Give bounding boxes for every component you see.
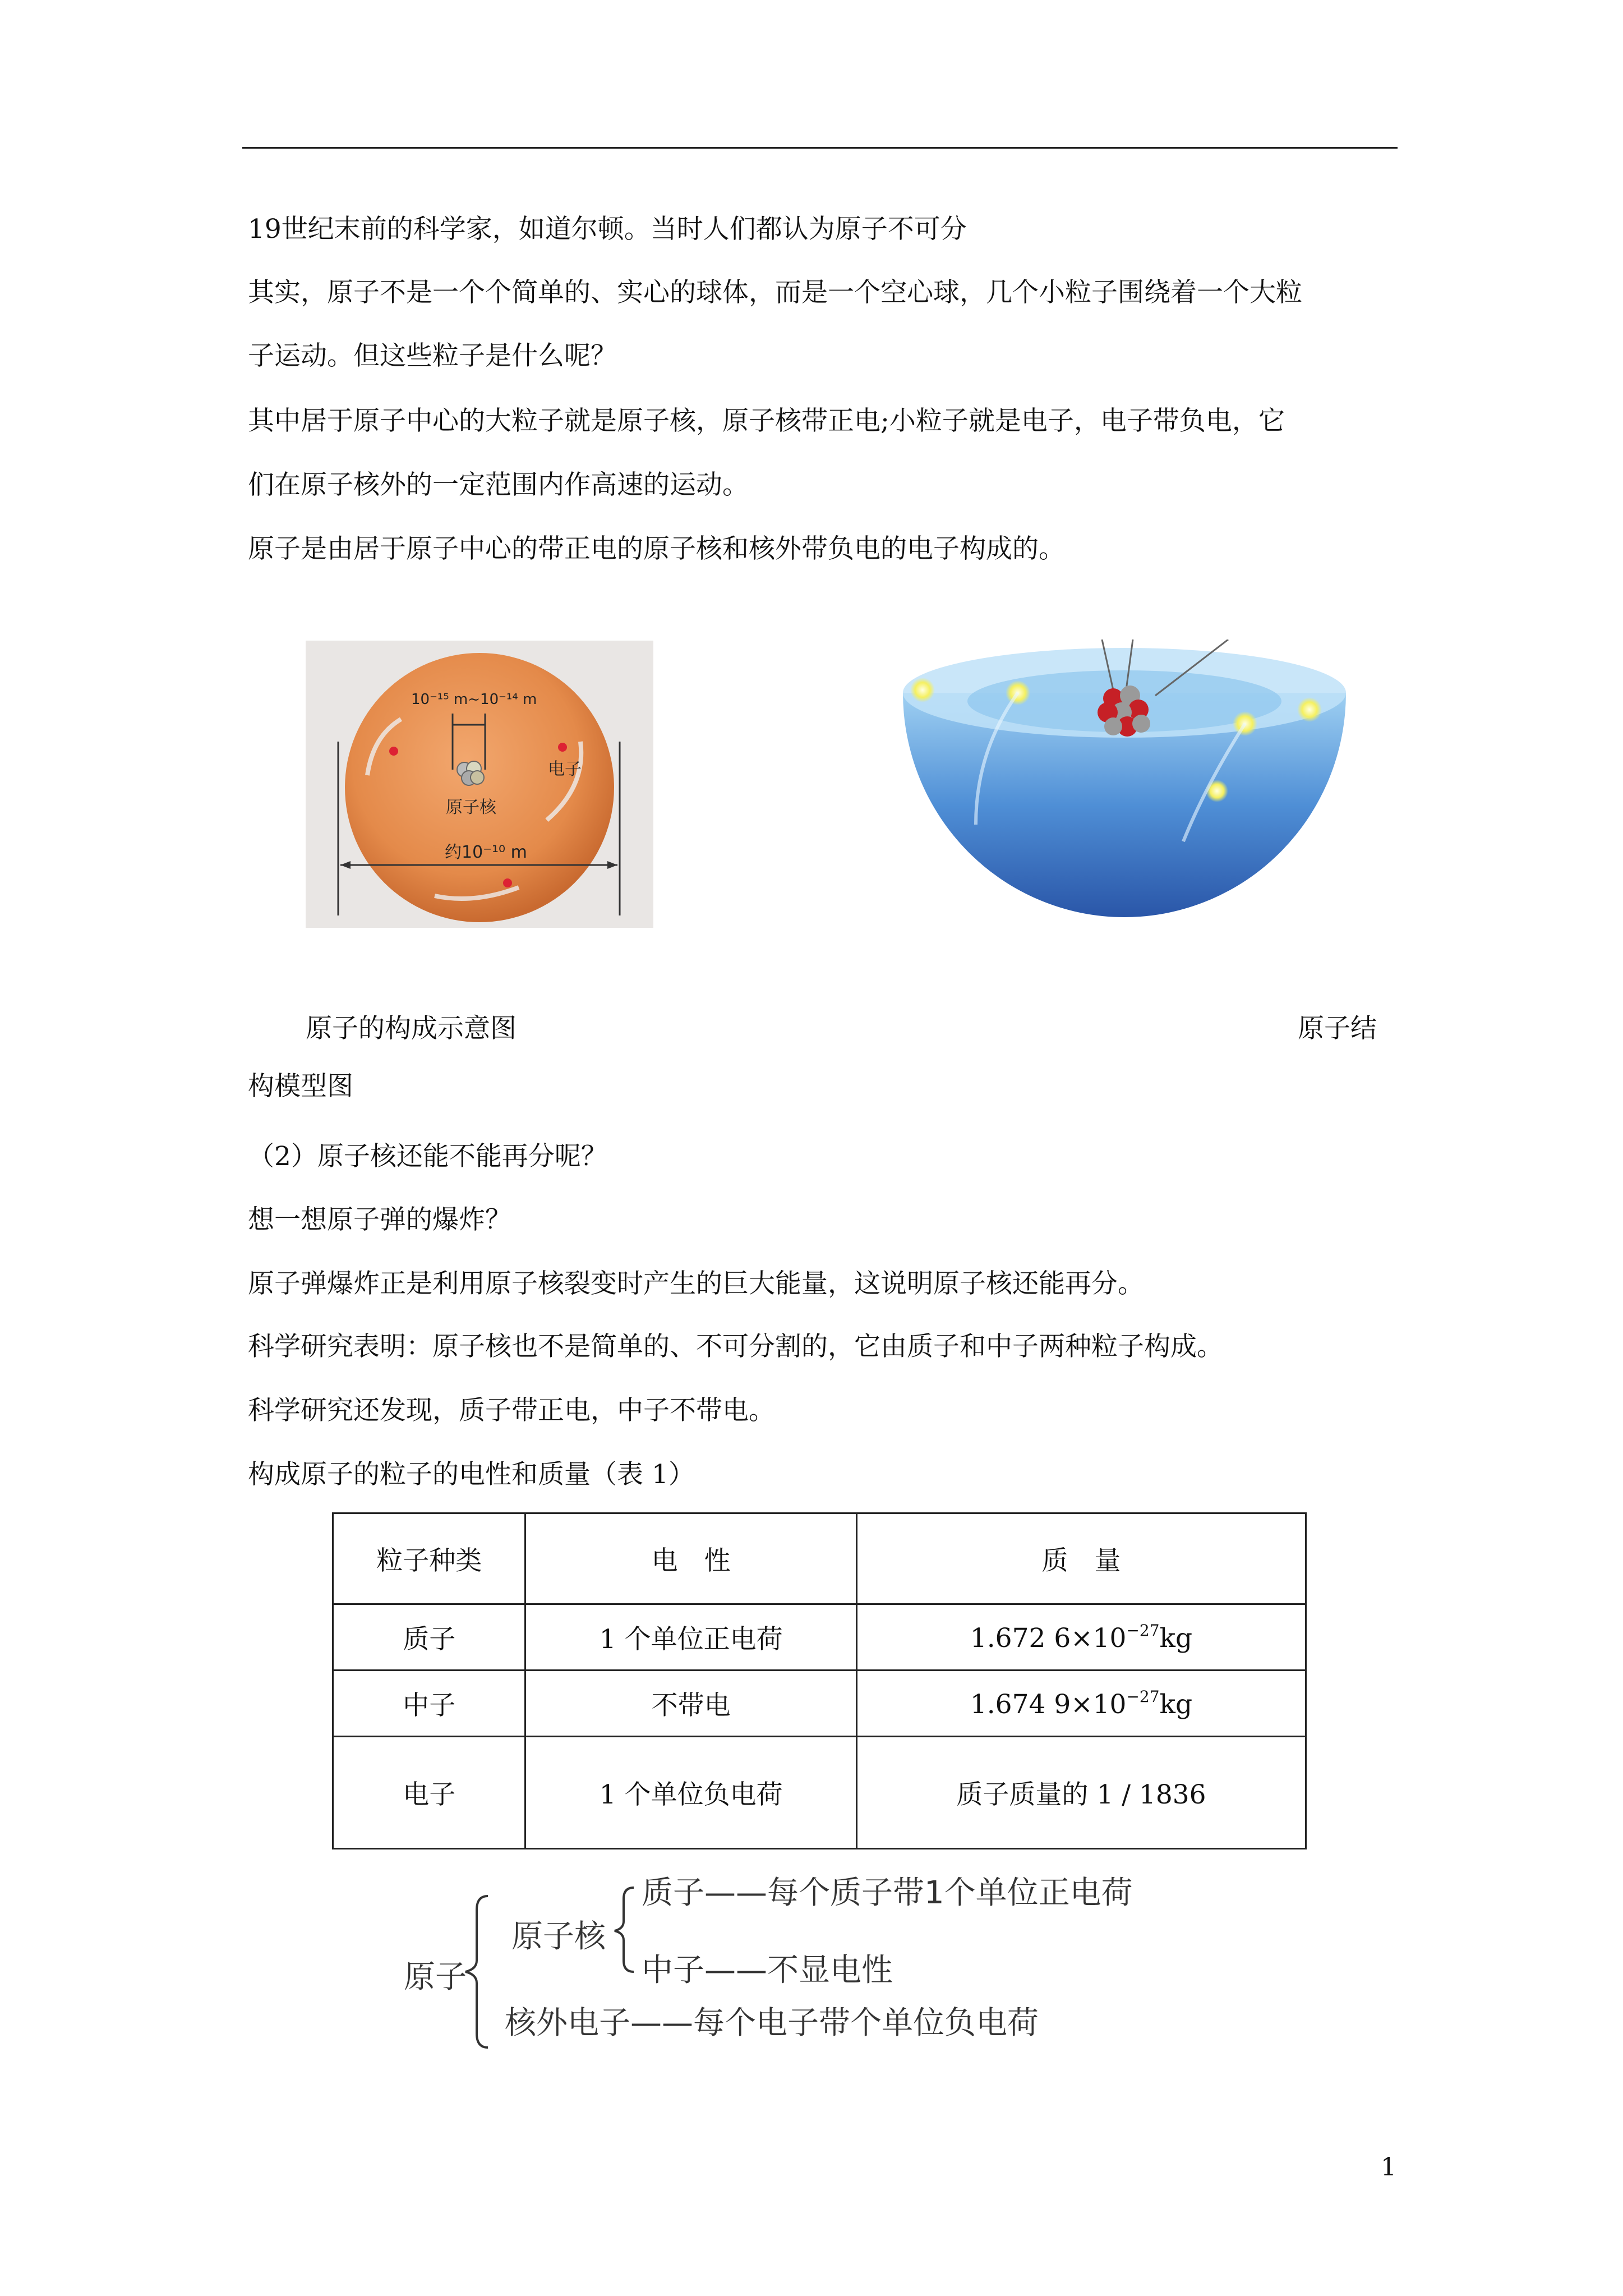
- mass-exponent: −27: [1126, 1687, 1160, 1706]
- cell-mass: [856, 1671, 1306, 1737]
- table-row: [333, 1604, 1306, 1671]
- mass-base: 1.672 6×10: [970, 1622, 1127, 1654]
- mass-base: 1.674 9×10: [970, 1688, 1127, 1720]
- header-rule: [242, 147, 1398, 149]
- paragraph-2: 其实，原子不是一个个简单的、实心的球体，而是一个空心球，几个小粒子围绕着一个大粒: [248, 277, 1302, 308]
- header-particle-type: 粒子种类: [333, 1513, 525, 1604]
- table-row: [333, 1671, 1306, 1737]
- atom-composition-diagram: [404, 1868, 1200, 2053]
- cell-mass: [856, 1604, 1306, 1671]
- diagram-atom: 原子: [404, 1959, 467, 1995]
- diagram-proton: 质子——每个质子带1个单位正电荷: [642, 1875, 1133, 1911]
- atom-schematic-illustration: [306, 641, 653, 928]
- diagram-electron: 核外电子——每个电子带个单位负电荷: [505, 2005, 1039, 2041]
- cell-name: 质子: [333, 1604, 525, 1671]
- paragraph-6: 原子是由居于原子中心的带正电的原子核和核外带负电的电子构成的。: [248, 533, 1065, 564]
- cell-name: 中子: [333, 1671, 525, 1737]
- paragraph-5: 们在原子核外的一定范围内作高速的运动。: [248, 470, 749, 500]
- paragraph-4: 其中居于原子中心的大粒子就是原子核，原子核带正电;小粒子就是电子，电子带负电，它: [248, 406, 1285, 436]
- cell-name: 电子: [333, 1737, 525, 1849]
- table-caption: 构成原子的粒子的电性和质量（表 1）: [248, 1459, 695, 1490]
- table-row: [333, 1737, 1306, 1849]
- diagram-neutron: 中子——不显电性: [642, 1952, 893, 1989]
- paragraph-proton-neutron-charge: 科学研究还发现，质子带正电，中子不带电。: [248, 1395, 775, 1426]
- table-header-row: [333, 1513, 1306, 1604]
- caption-atom-model-part1: 原子结: [1298, 1013, 1377, 1044]
- caption-atom-model-part2: 构模型图: [248, 1071, 353, 1102]
- atom-schematic-figure: [306, 641, 653, 928]
- header-mass: 质 量: [856, 1513, 1306, 1604]
- atom-model-illustration: [892, 639, 1357, 931]
- header-charge: 电 性: [525, 1513, 857, 1604]
- mass-unit: kg: [1159, 1688, 1193, 1720]
- nucleus-size-label: 10⁻¹⁵ m~10⁻¹⁴ m: [411, 691, 537, 708]
- mass-exponent: −27: [1126, 1621, 1160, 1640]
- atom-model-figure: [892, 639, 1357, 931]
- cell-charge: 1 个单位负电荷: [525, 1737, 857, 1849]
- question-nucleus-divisible: （2）原子核还能不能再分呢？: [248, 1141, 607, 1172]
- mass-unit: kg: [1159, 1622, 1193, 1654]
- paragraph-fission: 原子弹爆炸正是利用原子核裂变时产生的巨大能量，这说明原子核还能再分。: [248, 1268, 1144, 1299]
- caption-atom-schematic: 原子的构成示意图: [306, 1013, 517, 1044]
- electron-label: 电子: [548, 760, 582, 779]
- cell-charge: 1 个单位正电荷: [525, 1604, 857, 1671]
- particle-properties-table: [332, 1512, 1307, 1849]
- nucleus-label: 原子核: [446, 798, 496, 817]
- paragraph-1: 19世纪末前的科学家，如道尔顿。当时人们都认为原子不可分: [248, 214, 967, 245]
- diagram-nucleus: 原子核: [511, 1918, 606, 1955]
- atom-diameter-label: 约10⁻¹⁰ m: [445, 843, 527, 862]
- paragraph-3: 子运动。但这些粒子是什么呢？: [248, 341, 617, 371]
- paragraph-atomic-bomb-prompt: 想一想原子弹的爆炸？: [248, 1204, 511, 1235]
- paragraph-nucleus-composition: 科学研究表明：原子核也不是简单的、不可分割的，它由质子和中子两种粒子构成。: [248, 1331, 1223, 1362]
- page-number: 1: [1381, 2153, 1396, 2182]
- cell-charge: 不带电: [525, 1671, 857, 1737]
- cell-mass: 质子质量的 1 / 1836: [856, 1737, 1306, 1849]
